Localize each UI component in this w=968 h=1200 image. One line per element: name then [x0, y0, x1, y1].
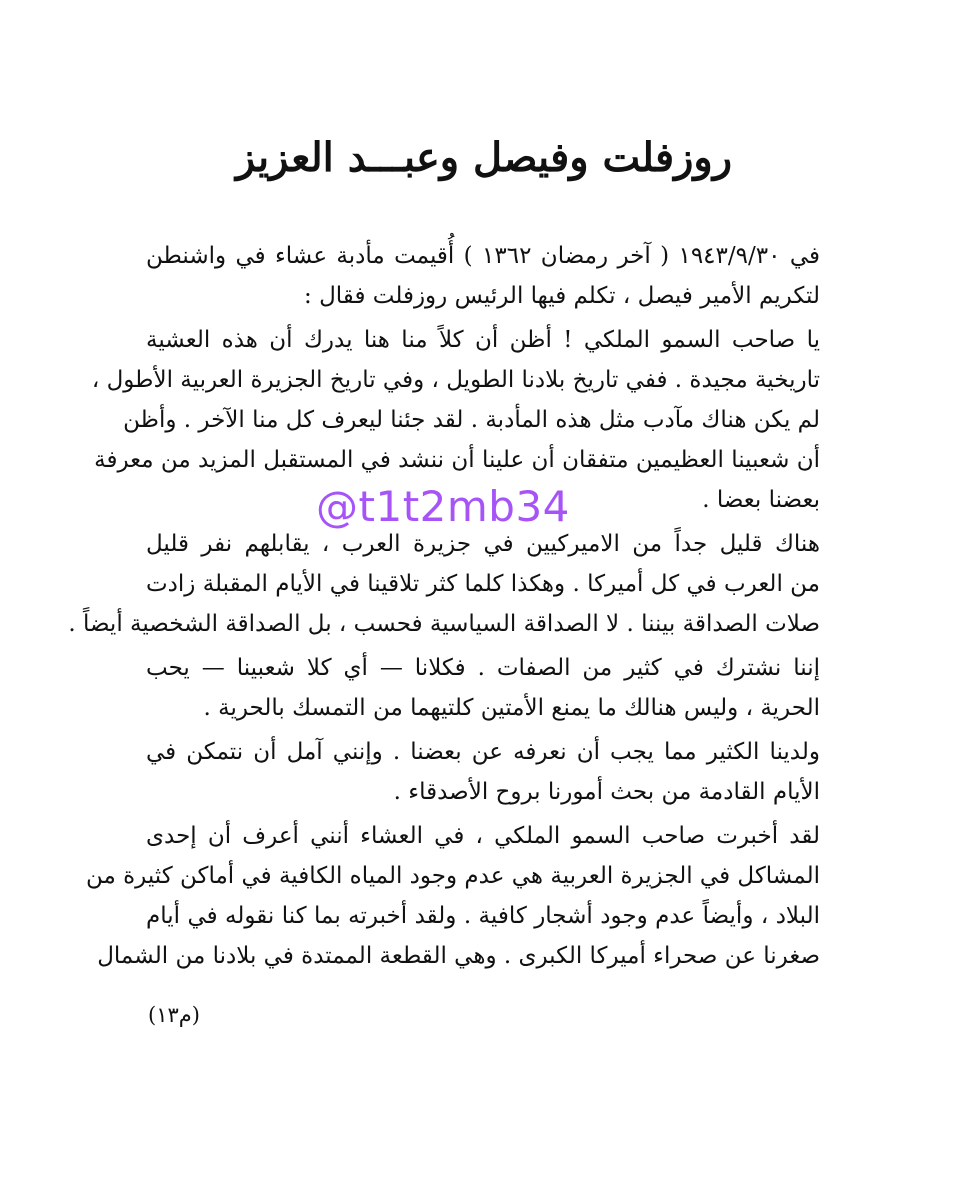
body-line: لتكريم الأمير فيصل ، تكلم فيها الرئيس روزفلت فقال : — [304, 283, 820, 309]
body-line: في ١٩٤٣/٩/٣٠ ( آخر رمضان ١٣٦٢ ) أُقيمت مأدبة عشاء في واشنطن — [146, 243, 820, 269]
body-line: أن شعبينا العظيمين متفقان أن علينا أن ننشد في المستقبل المزيد من معرفة — [94, 447, 820, 473]
body-line: صلات الصداقة بيننا . لا الصداقة السياسية فحسب ، بل الصداقة الشخصية أيضاً . — [68, 611, 820, 637]
body-line: تاريخية مجيدة . ففي تاريخ بلادنا الطويل ، وفي تاريخ الجزيرة العربية الأطول ، — [91, 367, 820, 393]
body-line: هناك قليل جداً من الاميركيين في جزيرة العرب ، يقابلهم نفر قليل — [146, 531, 820, 557]
document-body — [68, 236, 820, 976]
body-line: لم يكن هناك مآدب مثل هذه المأدبة . لقد جئنا ليعرف كل منا الآخر . وأظن — [123, 407, 820, 433]
watermark-handle: @t1t2mb34 — [316, 482, 570, 531]
body-line: الحرية ، وليس هنالك ما يمنع الأمتين كلتيهما من التمسك بالحرية . — [203, 695, 820, 721]
body-line: لقد أخبرت صاحب السمو الملكي ، في العشاء أنني أعرف أن إحدى — [146, 823, 820, 849]
body-line: يا صاحب السمو الملكي ! أظن أن كلاً منا هنا يدرك أن هذه العشية — [146, 327, 820, 353]
body-line: البلاد ، وأيضاً عدم وجود أشجار كافية . ولقد أخبرته بما كنا نقوله في أيام — [146, 903, 820, 929]
body-line: من العرب في كل أميركا . وهكذا كلما كثر تلاقينا في الأيام المقبلة زادت — [146, 571, 820, 597]
page-signature-mark: (م١٣) — [148, 1003, 200, 1027]
body-line: ولدينا الكثير مما يجب أن نعرفه عن بعضنا . وإنني آمل أن نتمكن في — [146, 739, 820, 765]
body-line: الأيام القادمة من بحث أمورنا بروح الأصدقاء . — [393, 779, 820, 805]
body-line: إننا نشترك في كثير من الصفات . فكلانا — أي كلا شعبينا — يحب — [146, 655, 820, 681]
document-title: روزفلت وفيصل وعبـــد العزيز — [235, 134, 733, 181]
body-line: المشاكل في الجزيرة العربية هي عدم وجود المياه الكافية في أماكن كثيرة من — [85, 863, 820, 889]
body-line: بعضنا بعضا . — [702, 487, 820, 513]
body-line: صغرنا عن صحراء أميركا الكبرى . وهي القطعة الممتدة في بلادنا من الشمال — [97, 943, 820, 969]
